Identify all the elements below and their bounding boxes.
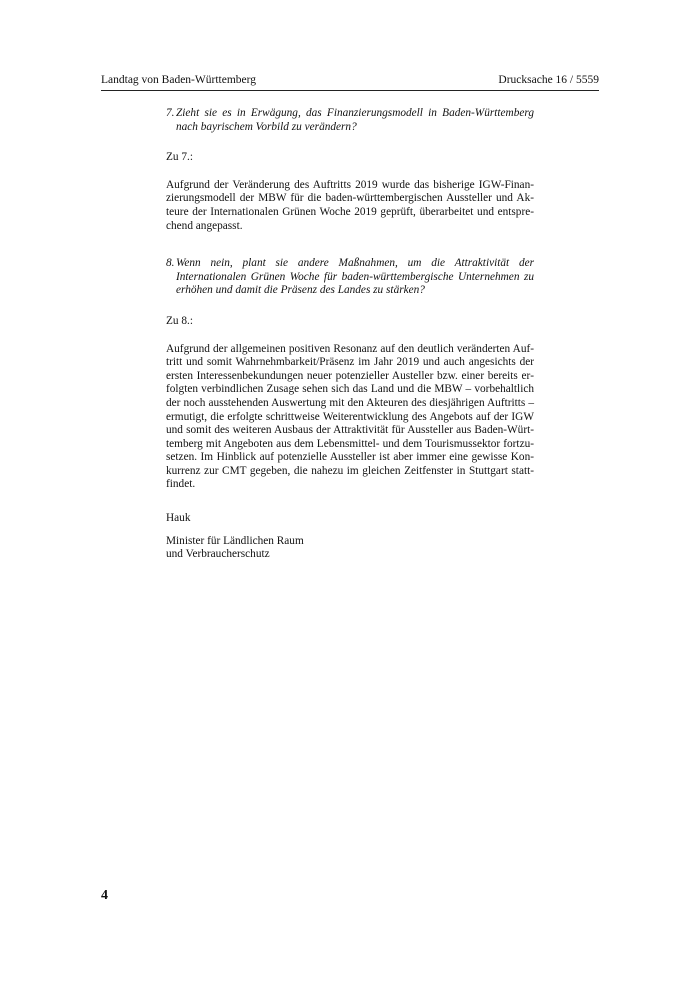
question-number: 8.	[166, 257, 175, 270]
answer-label-7: Zu 7.:	[166, 151, 193, 164]
signature-title-line-1: Minister für Ländlichen Raum	[166, 534, 304, 547]
answer-8: Aufgrund der allgemeinen positiven Resonanz auf den deutlich veränderten Auftritt und somit Wahrnehmbarkeit/Präsenz im Jahr 2019 und auch angesichts der ersten Interessenbekundungen neuer potenzieller Austeller bzw. einer bereits erfolgten verbindlichen Zusage sehen sich das Land und die MBW – vorbehaltlich der noch ausstehenden Auswertung mit den Akteuren des diesjährigen Auftritts – ermutigt, die erfolgte schrittweise Weiterentwicklung des Angebots auf der IGW und somit des weiteren Ausbaus der Attraktivität für Aussteller aus Baden-Württemberg mit Angeboten aus dem Lebensmittel- und dem Tourismussektor fortzusetzen. Im Hinblick auf potenzielle Aussteller ist aber immer eine gewisse Konkurrenz zur CMT gegeben, die nahezu im gleichen Zeitfenster in Stuttgart stattfindet.	[166, 342, 534, 491]
signature-title-line-2: und Verbraucherschutz	[166, 548, 270, 561]
question-8	[166, 257, 534, 298]
page-header	[101, 72, 599, 88]
question-number: 7.	[166, 107, 175, 119]
question-7	[166, 107, 534, 134]
signature-name: Hauk	[166, 512, 191, 525]
question-text: Zieht sie es in Erwägung, das Finanzierungsmodell in Baden-Württemberg nach bayrischem Vorbild zu verändern?	[176, 107, 534, 133]
answer-label-8: Zu 8.:	[166, 314, 193, 327]
question-text: Wenn nein, plant sie andere Maßnahmen, um die Attraktivität der Internationalen Grünen Woche für baden-württembergische Unternehmen zu erhöhen und damit die Präsenz des Landes zu stärken?	[176, 257, 534, 297]
header-divider	[101, 90, 599, 91]
header-parliament-name: Landtag von Baden-Württemberg	[101, 74, 256, 86]
page-number: 4	[101, 888, 108, 903]
document-body	[166, 107, 534, 562]
answer-7: Aufgrund der Veränderung des Auftritts 2019 wurde das bisherige IGW-Finanzierungsmodell der MBW für die baden-württembergischen Aussteller und Akteure der Internationalen Grünen Woche 2019 geprüft, überarbeitet und entsprechend angepasst.	[166, 178, 534, 232]
header-document-number: Drucksache 16 / 5559	[498, 74, 599, 86]
signature-block	[166, 512, 534, 562]
